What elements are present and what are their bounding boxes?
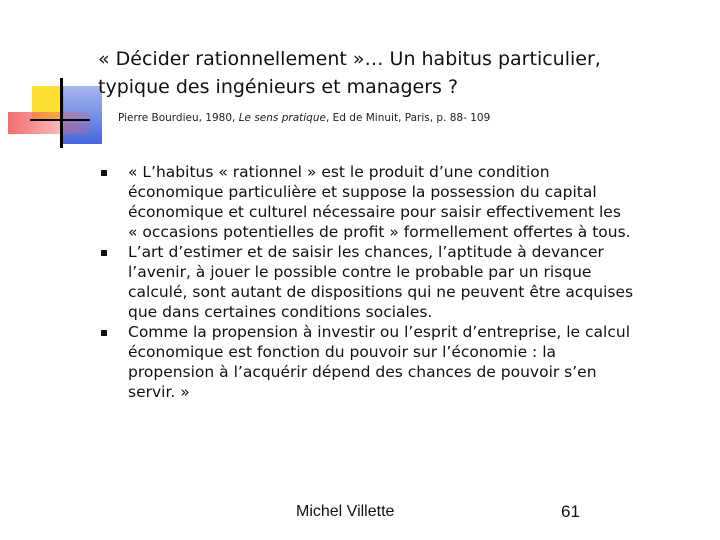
- bullet-line: économique et culturel nécessaire pour saisir effectivement les: [128, 203, 621, 221]
- bullet-line: que dans certaines conditions sociales.: [128, 303, 433, 321]
- bullet-item: [98, 242, 708, 322]
- citation: [118, 112, 490, 124]
- citation-suffix: , Ed de Minuit, Paris, p. 88- 109: [325, 112, 491, 124]
- bullet-line: L’art d’estimer et de saisir les chances, l’aptitude à devancer: [128, 243, 604, 261]
- bullet-list: [98, 162, 708, 402]
- red-bar: [8, 112, 90, 134]
- horizontal-line: [30, 119, 90, 121]
- bullet-line: « occasions potentielles de profit » formellement offertes à tous.: [128, 223, 631, 241]
- citation-prefix: Pierre Bourdieu, 1980,: [118, 112, 239, 124]
- bullet-line: servir. »: [128, 383, 190, 401]
- bullet-line: propension à l’acquérir dépend des chances de pouvoir s’en: [128, 363, 597, 381]
- bullet-line: l’avenir, à jouer le possible contre le probable par un risque: [128, 263, 592, 281]
- vertical-line: [60, 78, 63, 148]
- bullet-item: [98, 322, 708, 402]
- footer-author: Michel Villette: [296, 503, 395, 520]
- bullet-text: [128, 162, 708, 242]
- bullet-line: économique particulière et suppose la possession du capital: [128, 183, 597, 201]
- bullet-line: économique est fonction du pouvoir sur l’économie : la: [128, 343, 556, 361]
- citation-book-title: Le sens pratique: [238, 112, 326, 124]
- title-line-2: typique des ingénieurs et managers ?: [98, 76, 459, 98]
- bullet-item: [98, 162, 708, 242]
- square-bullet-icon: [101, 330, 107, 336]
- bullet-line: Comme la propension à investir ou l’esprit d’entreprise, le calcul: [128, 323, 630, 341]
- bullet-text: [128, 322, 708, 402]
- page-number: 61: [561, 502, 580, 521]
- bullet-line: calculé, sont autant de dispositions qui ne peuvent être acquises: [128, 283, 634, 301]
- bullet-text: [128, 242, 708, 322]
- bullet-line: « L’habitus « rationnel » est le produit d’une condition: [128, 163, 550, 181]
- slide-title: [98, 45, 698, 101]
- square-bullet-icon: [101, 250, 107, 256]
- title-line-1: « Décider rationnellement »… Un habitus particulier,: [98, 48, 601, 70]
- square-bullet-icon: [101, 170, 107, 176]
